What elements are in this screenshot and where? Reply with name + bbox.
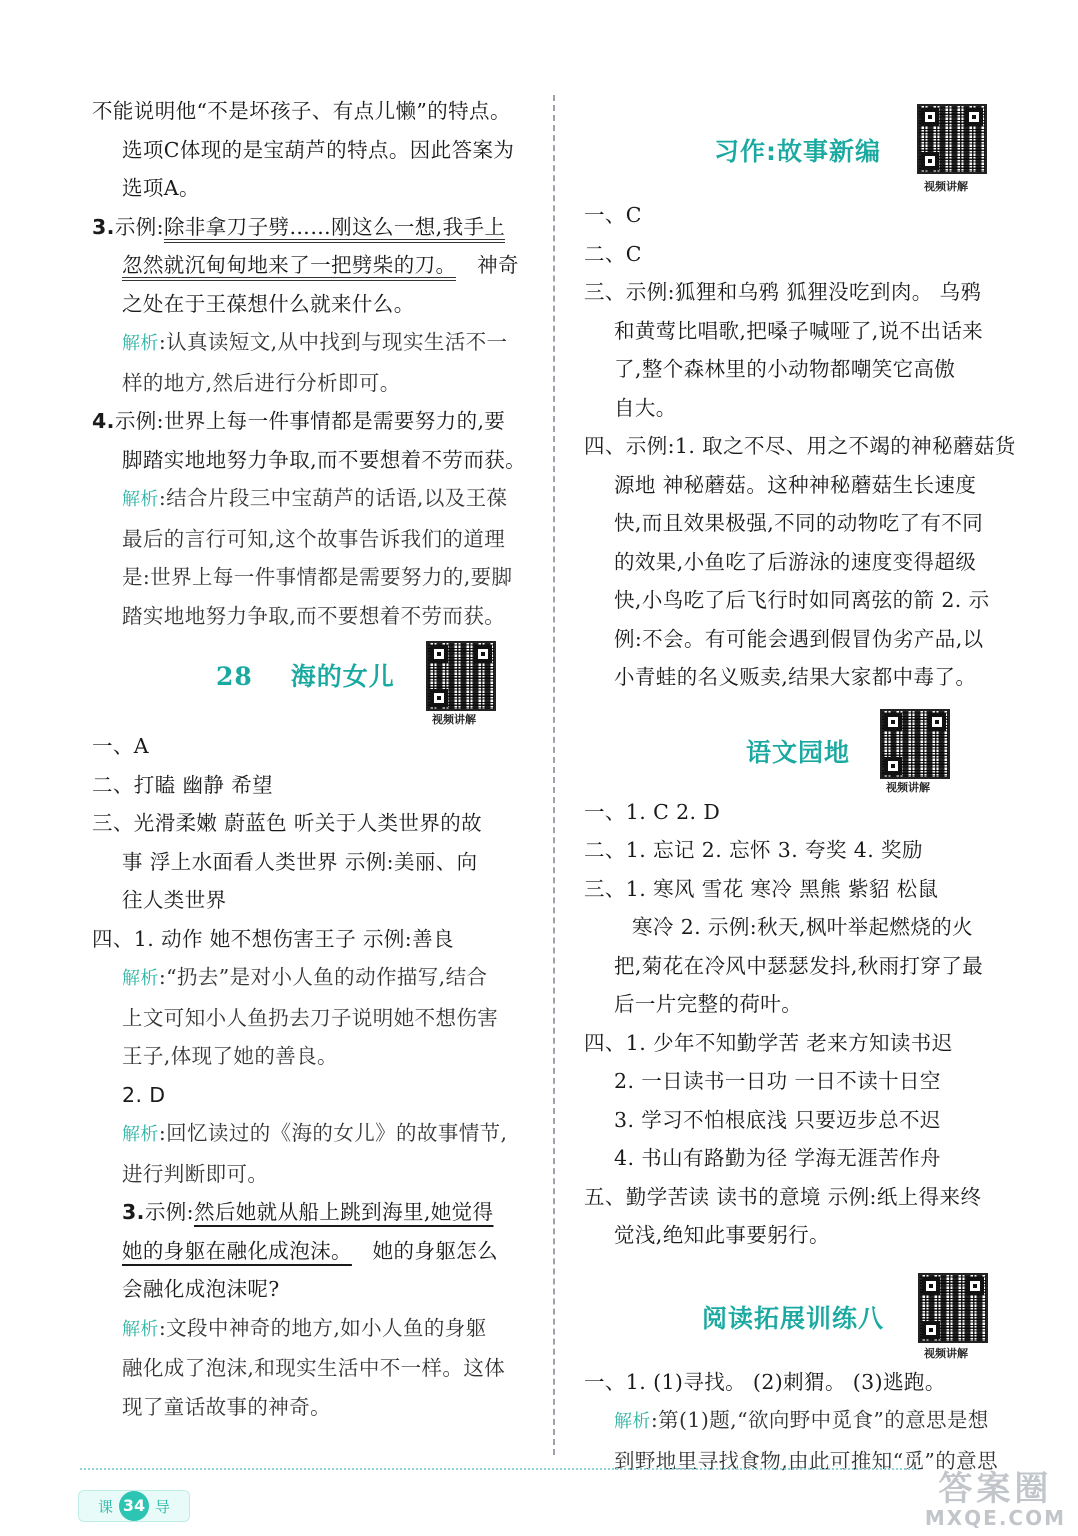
- text-line: 3. 学习不怕根底浅 只要迈步总不迟: [614, 1107, 941, 1132]
- jiexi-line: 上文可知小人鱼扔去刀子说明她不想伤害: [122, 1005, 499, 1030]
- jiexi-line: 解析:认真读短文,从中找到与现实生活不一: [122, 330, 508, 354]
- text-line: 例:不会。有可能会遇到假冒伪劣产品,以: [614, 626, 984, 651]
- jiexi-line: 踏实地地努力争取,而不要想着不劳而获。: [122, 603, 506, 628]
- text-line: 2. 一日读书一日功 一日不读十日空: [614, 1069, 941, 1093]
- text-line: 3.示例:然后她就从船上跳到海里,她觉得: [122, 1200, 494, 1224]
- underlined-quote: 除非拿刀子劈……刚这么一想,我手上: [164, 215, 505, 243]
- text-line: 一、1. C 2. D: [584, 799, 721, 824]
- text-line: 脚踏实地地努力争取,而不要想着不劳而获。: [122, 447, 527, 472]
- text-line: 三、光滑柔嫩 蔚蓝色 听关于人类世界的故: [92, 811, 483, 835]
- text-line: 会融化成泡沫呢?: [122, 1277, 280, 1301]
- right-column: [584, 96, 1034, 1480]
- text-line: 觉浅,绝知此事要躬行。: [614, 1223, 830, 1247]
- page-number-badge: 课 34 导: [78, 1490, 190, 1522]
- page-number: 34: [119, 1491, 149, 1521]
- text-line: 2. D: [122, 1082, 166, 1107]
- text-line: 和黄莺比唱歌,把嗓子喊哑了,说不出话来: [614, 318, 984, 343]
- jiexi-line: 最后的言行可知,这个故事告诉我们的道理: [122, 526, 506, 551]
- text-line: 之处在于王葆想什么就来什么。: [122, 291, 415, 316]
- jiexi-line: 解析:“扔去”是对小人鱼的动作描写,结合: [122, 965, 488, 989]
- text-line: 事 浮上水面看人类世界 示例:美丽、向: [122, 849, 478, 874]
- section-title: 习作:故事新编: [714, 137, 881, 166]
- jiexi-line: 解析:结合片段三中宝葫芦的话语,以及王葆: [122, 486, 508, 510]
- text-line: 不能说明他“不是坏孩子、有点儿懒”的特点。: [92, 99, 511, 123]
- text-line: 快,而且效果极强,不同的动物吃了有不同: [614, 511, 984, 535]
- text-line: 快,小鸟吃了后飞行时如同离弦的箭 2. 示: [614, 588, 990, 612]
- text-line: 忽然就沉甸甸地来了一把劈柴的刀。 神奇: [92, 246, 532, 285]
- qr-caption: 视频讲解: [432, 713, 476, 726]
- underlined-quote: 她的身躯在融化成泡沫。: [122, 1238, 352, 1263]
- section-xizuo-header: [584, 96, 1034, 196]
- jiexi-label: 解析: [122, 333, 159, 354]
- text-line: 选项C体现的是宝葫芦的特点。因此答案为: [122, 137, 515, 162]
- column-divider: [553, 95, 555, 1455]
- jiexi-label: 解析: [122, 1318, 159, 1340]
- jiexi-line: 融化成了泡沫,和现实生活中不一样。这体: [122, 1356, 506, 1380]
- underlined-quote: 然后她就从船上跳到海里,她觉得: [193, 1200, 494, 1224]
- left-column: [92, 92, 532, 1426]
- watermark-logo: 答案圈 MXQE.COM: [924, 1469, 1066, 1530]
- text-line: 四、示例:1. 取之不尽、用之不竭的神秘蘑菇货: [584, 434, 1016, 458]
- qr-code-icon[interactable]: [880, 709, 950, 779]
- text-line: 二、1. 忘记 2. 忘怀 3. 夸奖 4. 奖励: [584, 838, 923, 862]
- section-title: 语文园地: [746, 737, 851, 767]
- text-line: 二、C: [584, 241, 642, 266]
- jiexi-line: 王子,体现了她的善良。: [122, 1044, 338, 1068]
- text-line: 寒冷 2. 示例:秋天,枫叶举起燃烧的火: [632, 915, 974, 939]
- jiexi-label: 解析: [122, 968, 159, 989]
- text-line: 一、1. (1)寻找。 (2)刺猬。 (3)逃跑。: [584, 1369, 946, 1394]
- text-line: 源地 神秘蘑菇。这种神秘蘑菇生长速度: [614, 472, 977, 497]
- jiexi-line: 到野地里寻找食物,由此可推知“觅”的意思: [614, 1448, 998, 1473]
- jiexi-line: 现了童话故事的神奇。: [122, 1394, 331, 1419]
- text-line: 了,整个森林里的小动物都嘲笑它高傲: [614, 357, 956, 381]
- text-line: 四、1. 动作 她不想伤害王子 示例:善良: [92, 926, 454, 951]
- jiexi-line: 样的地方,然后进行分析即可。: [122, 370, 401, 395]
- section-yuwen-header: [584, 697, 1034, 793]
- jiexi-line: 解析:回忆读过的《海的女儿》的故事情节,: [122, 1121, 508, 1145]
- text-line: 一、C: [584, 203, 642, 227]
- text-line: 4. 书山有路勤为径 学海无涯苦作舟: [614, 1146, 941, 1170]
- text-line: 她的身躯在融化成泡沫。 她的身躯怎么: [122, 1238, 499, 1263]
- jiexi-line: 解析:文段中神奇的地方,如小人鱼的身躯: [122, 1315, 487, 1340]
- jiexi-label: 解析: [122, 489, 159, 510]
- qr-code-icon[interactable]: [918, 1273, 988, 1343]
- footer-divider: [80, 1468, 918, 1470]
- text-line: 选项A。: [122, 176, 200, 200]
- jiexi-line: 进行判断即可。: [122, 1161, 269, 1186]
- text-line: 三、示例:狐狸和乌鸦 狐狸没吃到肉。 乌鸦: [584, 280, 982, 304]
- section-28-header: [92, 635, 532, 727]
- text-line: 二、打瞌 幽静 希望: [92, 772, 274, 797]
- jiexi-line: 是:世界上每一件事情都是需要努力的,要脚: [122, 565, 513, 589]
- section-yuedu-header: [584, 1255, 1034, 1363]
- section-title: 28 海的女儿: [216, 662, 395, 691]
- text-line: 四、1. 少年不知勤学苦 老来方知读书迟: [584, 1030, 953, 1055]
- section-title: 阅读拓展训练八: [702, 1303, 885, 1333]
- text-line: 自大。: [614, 395, 677, 420]
- qr-code-icon[interactable]: [917, 104, 987, 174]
- text-line: 后一片完整的荷叶。: [614, 992, 803, 1016]
- answer-q3: 3.示例:除非拿刀子劈……刚这么一想,我手上: [92, 208, 532, 247]
- text-line: 往人类世界: [122, 888, 227, 912]
- text-line: 小青蛙的名义贩卖,结果大家都中毒了。: [614, 665, 977, 689]
- qr-caption: 视频讲解: [886, 780, 930, 794]
- text-line: 三、1. 寒风 雪花 寒冷 黑熊 紫貂 松鼠: [584, 876, 939, 901]
- jiexi-line: 解析:第(1)题,“欲向野中觅食”的意思是想: [614, 1408, 989, 1432]
- underlined-quote: 忽然就沉甸甸地来了一把劈柴的刀。: [122, 253, 456, 281]
- answer-q4: 4.示例:世界上每一件事情都是需要努力的,要: [92, 409, 506, 433]
- qr-caption: 视频讲解: [924, 180, 968, 193]
- jiexi-label: 解析: [614, 1411, 651, 1432]
- jiexi-label: 解析: [122, 1124, 159, 1145]
- text-line: 的效果,小鱼吃了后游泳的速度变得超级: [614, 549, 977, 574]
- qr-caption: 视频讲解: [924, 1346, 968, 1360]
- qr-code-icon[interactable]: [426, 641, 496, 711]
- text-line: 一、A: [92, 734, 150, 758]
- text-line: 把,菊花在冷风中瑟瑟发抖,秋雨打穿了最: [614, 953, 984, 978]
- text-line: 五、勤学苦读 读书的意境 示例:纸上得来终: [584, 1184, 982, 1209]
